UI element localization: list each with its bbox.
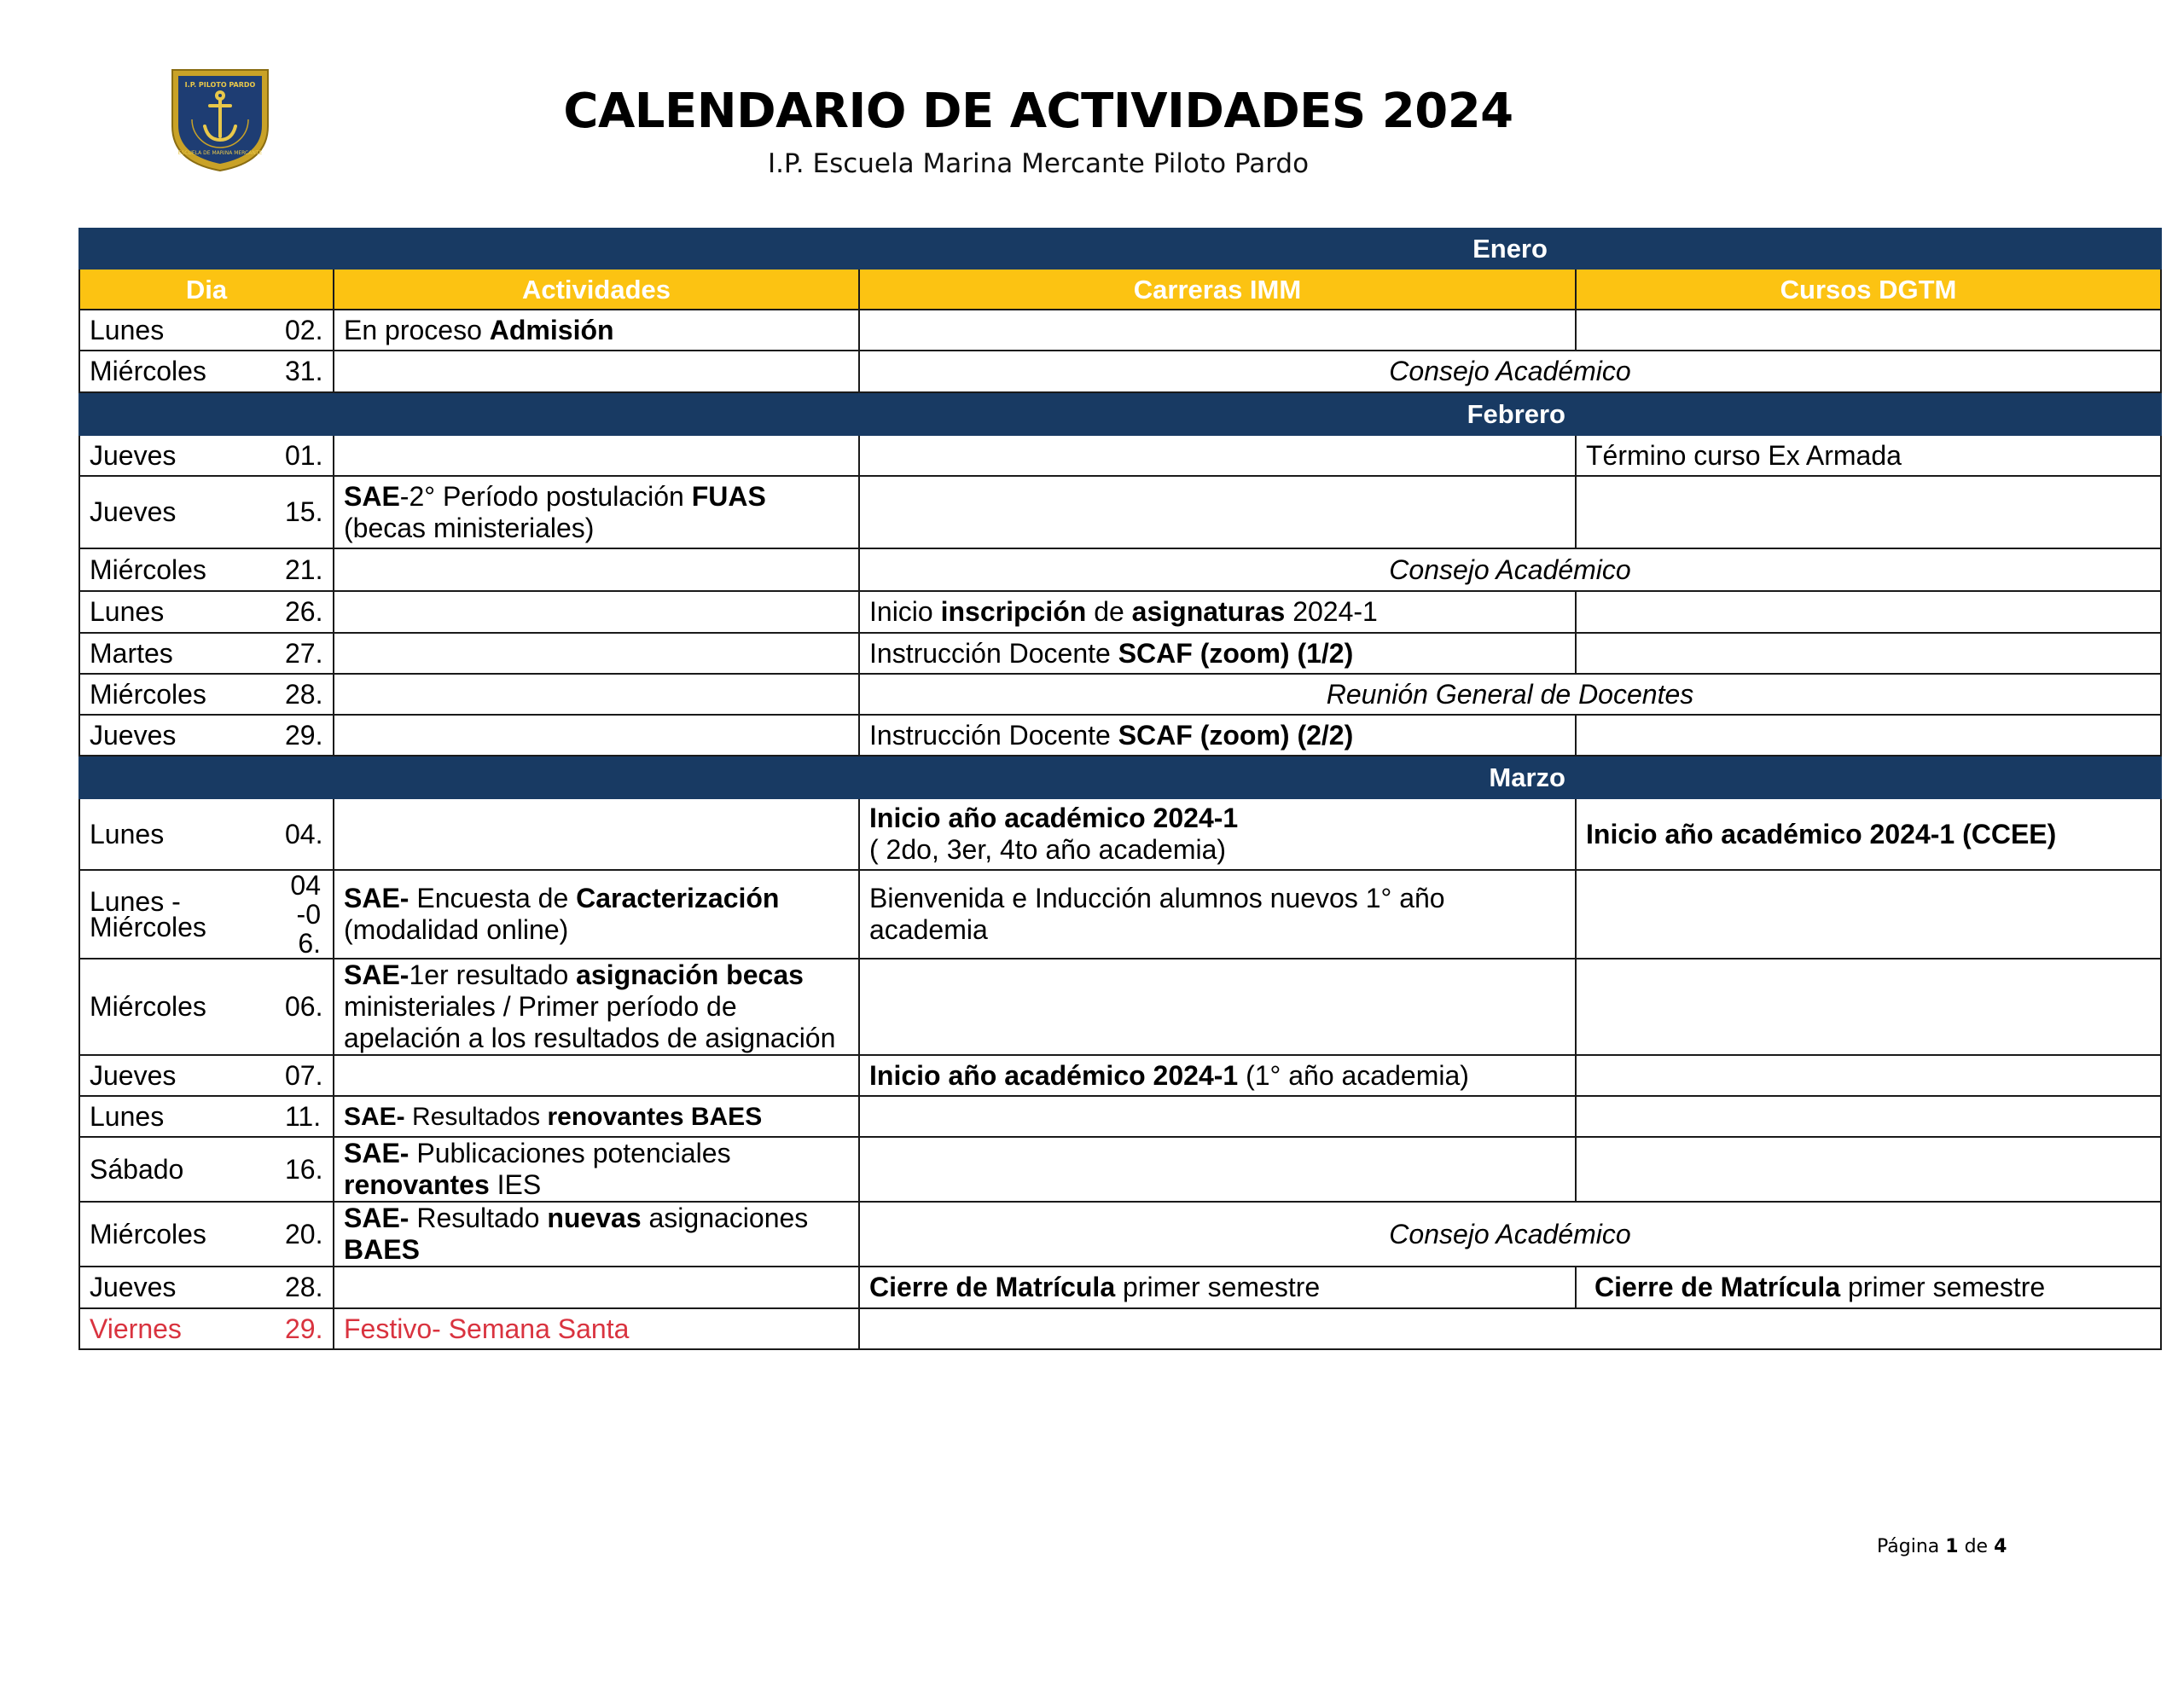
spanned-event-cell: Consejo Académico	[859, 351, 2161, 392]
actividades-cell: SAE- Resultado nuevas asignaciones BAES	[334, 1202, 859, 1267]
actividades-cell: SAE- Encuesta de Caracterización (modalidad online)	[334, 870, 859, 959]
cursos-cell	[1576, 715, 2161, 756]
month-label: Enero	[859, 229, 2161, 269]
carreras-cell: Instrucción Docente SCAF (zoom) (1/2)	[859, 633, 1576, 674]
day-number: 07.	[276, 1055, 334, 1096]
col-header-cursos: Cursos DGTM	[1576, 269, 2161, 310]
actividades-cell: SAE-2° Período postulación FUAS (becas ministeriales)	[334, 476, 859, 548]
actividades-cell: SAE- Publicaciones potenciales renovantes IES	[334, 1137, 859, 1202]
table-row	[79, 310, 2161, 351]
table-row	[79, 959, 2161, 1055]
day-number: 04-06.	[276, 870, 334, 959]
page-subtitle: I.P. Escuela Marina Mercante Piloto Pardo	[767, 148, 1310, 179]
cursos-cell	[1576, 1137, 2161, 1202]
cursos-cell	[1576, 1055, 2161, 1096]
day-name: Lunes - Miércoles	[79, 870, 276, 959]
footer-prefix: Página	[1877, 1536, 1946, 1557]
footer-page-total: 4	[1994, 1536, 2007, 1557]
col-header-actividades: Actividades	[334, 269, 859, 310]
carreras-cell: Cierre de Matrícula primer semestre	[859, 1267, 1576, 1308]
cursos-cell	[1576, 1096, 2161, 1137]
day-number: 31.	[276, 351, 334, 392]
spanned-event-cell: Consejo Académico	[859, 1202, 2161, 1267]
table-row	[79, 1267, 2161, 1308]
table-row	[79, 798, 2161, 870]
table-row	[79, 351, 2161, 392]
table-row	[79, 1308, 2161, 1349]
actividades-cell: Festivo- Semana Santa	[334, 1308, 859, 1349]
cursos-cell	[1576, 591, 2161, 633]
actividades-cell	[334, 715, 859, 756]
cursos-cell: Cierre de Matrícula primer semestre	[1576, 1267, 2161, 1308]
month-row-enero	[79, 229, 2161, 269]
cursos-cell	[1576, 870, 2161, 959]
table-row	[79, 591, 2161, 633]
day-number: 28.	[276, 674, 334, 715]
actividades-cell	[334, 1267, 859, 1308]
carreras-cell: Bienvenida e Inducción alumnos nuevos 1° año academia	[859, 870, 1576, 959]
day-name: Miércoles	[79, 674, 276, 715]
actividades-cell	[334, 351, 859, 392]
day-name: Jueves	[79, 1267, 276, 1308]
table-row	[79, 1202, 2161, 1267]
actividades-cell: En proceso Admisión	[334, 310, 859, 351]
carreras-cell	[859, 1137, 1576, 1202]
table-row	[79, 435, 2161, 476]
carreras-cell: Instrucción Docente SCAF (zoom) (2/2)	[859, 715, 1576, 756]
table-row	[79, 476, 2161, 548]
table-row	[79, 548, 2161, 591]
day-name: Martes	[79, 633, 276, 674]
day-name: Miércoles	[79, 1202, 276, 1267]
table-row	[79, 674, 2161, 715]
cursos-cell: Inicio año académico 2024-1 (CCEE)	[1576, 798, 2161, 870]
actividades-cell	[334, 548, 859, 591]
day-number: 21.	[276, 548, 334, 591]
spanned-event-cell: Reunión General de Docentes	[859, 674, 2161, 715]
day-name: Lunes	[79, 310, 276, 351]
carreras-cell	[859, 959, 1576, 1055]
day-number: 29.	[276, 1308, 334, 1349]
actividades-cell	[334, 435, 859, 476]
actividades-cell	[334, 674, 859, 715]
day-name: Lunes	[79, 798, 276, 870]
page-title: CALENDARIO DE ACTIVIDADES 2024	[563, 84, 1513, 139]
table-row	[79, 1055, 2161, 1096]
actividades-cell	[334, 798, 859, 870]
day-name: Lunes	[79, 1096, 276, 1137]
actividades-cell: SAE-1er resultado asignación becas ministeriales / Primer período de apelación a los resultados de asignación	[334, 959, 859, 1055]
carreras-cell	[859, 435, 1576, 476]
month-row-marzo	[79, 756, 2161, 798]
actividades-cell	[334, 633, 859, 674]
day-name: Miércoles	[79, 548, 276, 591]
actividades-cell: SAE- Resultados renovantes BAES	[334, 1096, 859, 1137]
logo-top-text: I.P. PILOTO PARDO	[184, 81, 256, 89]
column-header-row	[79, 269, 2161, 310]
day-number: 06.	[276, 959, 334, 1055]
day-name: Sábado	[79, 1137, 276, 1202]
day-name: Jueves	[79, 715, 276, 756]
carreras-cell: Inicio año académico 2024-1 ( 2do, 3er, 4to año academia)	[859, 798, 1576, 870]
day-number: 20.	[276, 1202, 334, 1267]
spanned-event-cell: Consejo Académico	[859, 548, 2161, 591]
day-name: Jueves	[79, 1055, 276, 1096]
carreras-cell: Inicio inscripción de asignaturas 2024-1	[859, 591, 1576, 633]
month-label: Marzo	[859, 756, 1576, 798]
day-name: Lunes	[79, 591, 276, 633]
day-number: 15.	[276, 476, 334, 548]
col-header-dia: Dia	[79, 269, 334, 310]
day-number: 11.	[276, 1096, 334, 1137]
footer-page-number: 1	[1945, 1536, 1959, 1557]
actividades-cell	[334, 1055, 859, 1096]
table-row	[79, 870, 2161, 959]
month-row-febrero	[79, 392, 2161, 435]
footer-mid: de	[1958, 1536, 1995, 1557]
col-header-carreras: Carreras IMM	[859, 269, 1576, 310]
day-number: 02.	[276, 310, 334, 351]
table-row	[79, 633, 2161, 674]
day-number: 04.	[276, 798, 334, 870]
day-name: Miércoles	[79, 351, 276, 392]
day-number: 28.	[276, 1267, 334, 1308]
page-footer	[1877, 1536, 2007, 1557]
day-name: Jueves	[79, 435, 276, 476]
day-number: 01.	[276, 435, 334, 476]
spanned-event-cell	[859, 1308, 2161, 1349]
cursos-cell	[1576, 633, 2161, 674]
day-name: Viernes	[79, 1308, 276, 1349]
day-number: 27.	[276, 633, 334, 674]
day-number: 16.	[276, 1137, 334, 1202]
cursos-cell: Término curso Ex Armada	[1576, 435, 2161, 476]
carreras-cell	[859, 1096, 1576, 1137]
cursos-cell	[1576, 476, 2161, 548]
table-row	[79, 1137, 2161, 1202]
actividades-cell	[334, 591, 859, 633]
cursos-cell	[1576, 959, 2161, 1055]
carreras-cell	[859, 310, 1576, 351]
table-row	[79, 715, 2161, 756]
logo-ring-text: ESCUELA DE MARINA MERCANTE	[177, 150, 263, 156]
carreras-cell: Inicio año académico 2024-1 (1° año academia)	[859, 1055, 1576, 1096]
day-number: 26.	[276, 591, 334, 633]
month-label: Febrero	[859, 392, 1576, 435]
table-row	[79, 1096, 2161, 1137]
cursos-cell	[1576, 310, 2161, 351]
day-name: Jueves	[79, 476, 276, 548]
day-number: 29.	[276, 715, 334, 756]
activities-table	[78, 228, 2162, 1350]
day-name: Miércoles	[79, 959, 276, 1055]
carreras-cell	[859, 476, 1576, 548]
